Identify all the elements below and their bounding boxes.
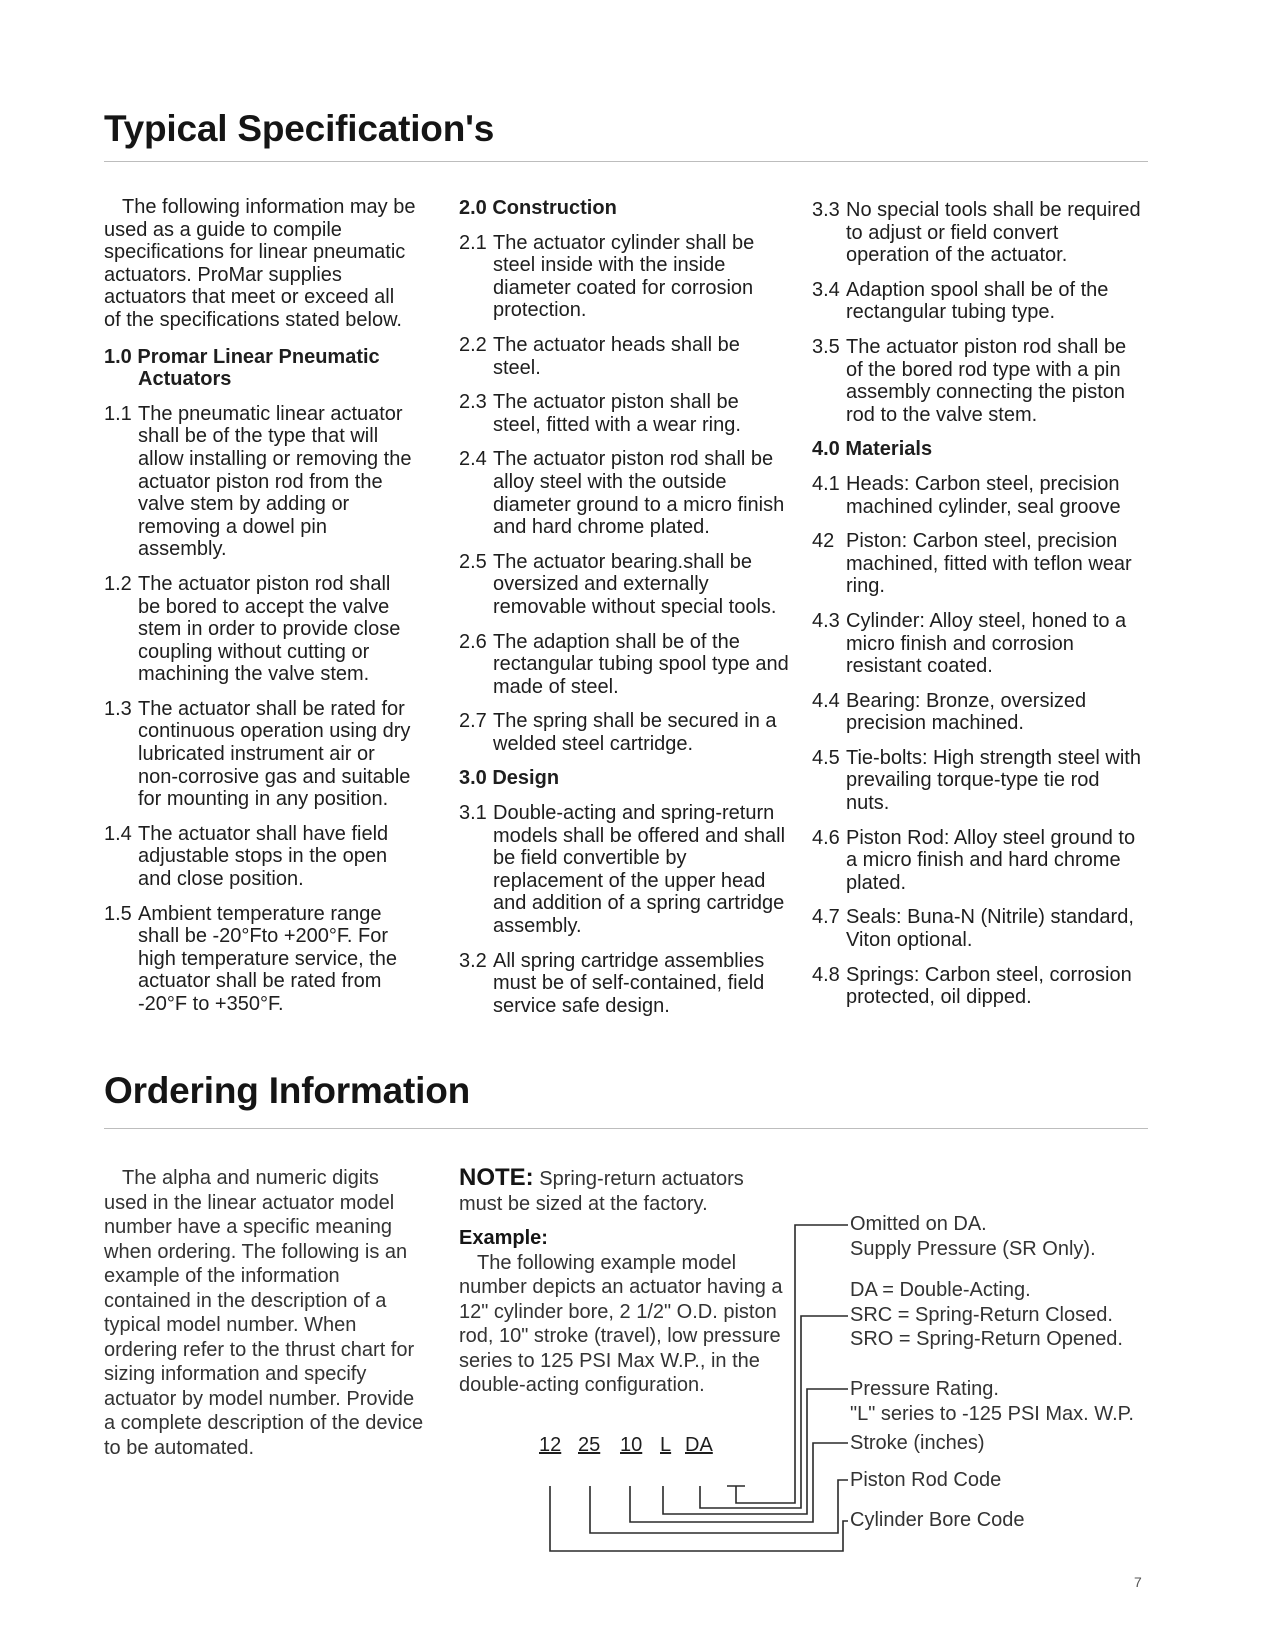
item-number: 1.4 [104,822,132,845]
item-number: 4.4 [812,689,840,712]
item-text: The actuator piston rod shall be alloy steel with the outside diameter ground to a micro finish and hard chrome plated. [493,448,785,539]
item-number: 1.3 [104,697,132,720]
item-text: The spring shall be secured in a welded steel cartridge. [493,710,777,755]
item-number: 2.7 [459,710,487,733]
item-text: Seals: Buna-N (Nitrile) standard, Viton optional. [846,906,1134,952]
model-code-rod: 25 [578,1434,601,1456]
label-omitted-text: Omitted on DA. [850,1213,987,1235]
item-text: Heads: Carbon steel, precision machined cylinder, seal groove [846,472,1121,518]
label-src-text: SRC = Spring-Return Closed. [850,1303,1113,1326]
item-text: Bearing: Bronze, oversized precision machined. [846,689,1087,735]
item-text: The actuator cylinder shall be steel inside with the inside diameter coated for corrosion protection. [493,231,755,322]
item-number: 42 [812,530,835,553]
section-heading: 1.0 Promar Linear Pneumatic Actuators [104,345,380,391]
item-text: Cylinder: Alloy steel, honed to a micro finish and corrosion resistant coated. [846,609,1127,678]
code-line-bore [550,1486,848,1551]
label-omitted [850,1212,1096,1261]
item-text: Adaption spool shall be of the rectangular tubing type. [846,278,1109,324]
item-number: 4.5 [812,746,840,769]
model-code-bore: 12 [539,1434,562,1456]
label-pressure [850,1377,1134,1426]
spec-title: Typical Specification's [104,108,495,149]
item-number: 2.3 [459,391,487,414]
item-text: Double-acting and spring-return models shall be offered and shall be field convertible by replacement of the upper head and addition of a spring cartridge assembly. [493,802,786,938]
item-number: 3.4 [812,278,840,301]
item-number: 2.5 [459,550,487,573]
item-text: The actuator shall be rated for continuous operation using dry lubricated instrument air or non-corrosive gas and suitable for mounting in any position. [138,697,411,811]
label-supply-text: Supply Pressure (SR Only). [850,1237,1096,1260]
ordering-intro: The alpha and numeric digits used in the linear actuator model number have a specific meaning when ordering. The following is an example of the information contained in the description of a typical model number. When ordering refer to the thrust chart for sizing information and specify actuator by model number. Provide a complete description of the device to be automated. [104,1167,424,1459]
note-label: NOTE: [459,1164,534,1191]
item-text: The actuator shall have field adjustable stops in the open and close position. [138,822,389,891]
item-number: 3.5 [812,335,840,358]
label-series-text: "L" series to -125 PSI Max. W.P. [850,1402,1134,1425]
item-text: Springs: Carbon steel, corrosion protected, oil dipped. [846,963,1132,1009]
label-da-text: DA = Double-Acting. [850,1279,1031,1301]
item-text: Ambient temperature range shall be -20°Fto +200°F. For high temperature service, the actuator shall be rated from -20°F to +350°F. [138,902,398,1015]
item-number: 2.4 [459,448,487,471]
label-type [850,1278,1123,1352]
item-text: Piston Rod: Alloy steel ground to a micro finish and hard chrome plated. [846,826,1136,894]
label-rod: Piston Rod Code [850,1469,1002,1491]
model-code-type: DA [685,1434,713,1456]
item-number: 3.3 [812,199,840,221]
code-line-supply [736,1225,848,1503]
page-number: 7 [1134,1574,1142,1590]
item-text: No special tools shall be required to adjust or field convert operation of the actuator. [846,199,1141,267]
item-number: 4.8 [812,963,840,986]
item-text: The actuator heads shall be steel. [493,333,740,379]
label-sro-text: SRO = Spring-Return Opened. [850,1328,1123,1350]
item-text: The pneumatic linear actuator shall be of the type that will allow installing or removing the actuator piston rod from the valve stem by adding or removing a dowel pin assembly. [138,402,412,561]
item-number: 4.6 [812,826,840,849]
label-pressure-text: Pressure Rating. [850,1378,999,1400]
code-line-rod [590,1480,848,1533]
code-line-pressure [663,1389,848,1514]
item-text: The actuator piston shall be steel, fitted with a wear ring. [493,391,741,436]
code-line-type [700,1316,848,1508]
item-number: 3.2 [459,949,487,972]
section-heading: 2.0 Construction [459,197,617,219]
item-text: The actuator piston rod shall be of the bored rod type with a pin assembly connecting the piston rod to the valve stem. [846,335,1127,426]
item-text: Piston: Carbon steel, precision machined, fitted with teflon wear ring. [846,530,1132,598]
item-number: 1.5 [104,902,132,925]
item-number: 1.2 [104,572,132,595]
item-number: 3.1 [459,802,487,825]
ordering-title: Ordering Information [104,1070,471,1111]
label-bore: Cylinder Bore Code [850,1509,1025,1531]
item-text: The adaption shall be of the rectangular tubing spool type and made of steel. [493,630,789,698]
example-heading: Example: [459,1227,548,1249]
spec-intro: The following information may be used as a guide to compile specifications for linear pneumatic actuators. ProMar supplies actuators that meet or exceed all of the specifications stated below. [104,196,416,331]
section-heading: 3.0 Design [459,767,560,790]
label-stroke: Stroke (inches) [850,1432,985,1454]
example-text: The following example model number depicts an actuator having a 12" cylinder bore, 2 1/2" O.D. piston rod, 10" stroke (travel), low pressure series to 125 PSI Max W.P., in the double-acting configuration. [459,1251,783,1396]
item-text: Tie-bolts: High strength steel with prevailing torque-type tie rod nuts. [846,746,1141,815]
item-text: The actuator bearing.shall be oversized and externally removable without special tools. [493,550,777,618]
item-number: 1.1 [104,402,132,425]
item-text: The actuator piston rod shall be bored to accept the valve stem in order to provide close coupling without cutting or machining the valve stem. [138,572,401,686]
item-number: 4.7 [812,906,840,929]
item-number: 2.1 [459,231,487,254]
note-text: Spring-return actuators must be sized at the factory. [459,1168,744,1215]
item-text: All spring cartridge assemblies must be of self-contained, field service safe design. [493,949,765,1017]
item-number: 4.1 [812,472,840,495]
item-number: 2.6 [459,630,487,653]
section-heading: 4.0 Materials [812,438,933,461]
model-code-stroke: 10 [620,1434,643,1456]
model-code-pressure: L [660,1434,672,1456]
item-number: 2.2 [459,333,487,356]
item-number: 4.3 [812,609,840,632]
